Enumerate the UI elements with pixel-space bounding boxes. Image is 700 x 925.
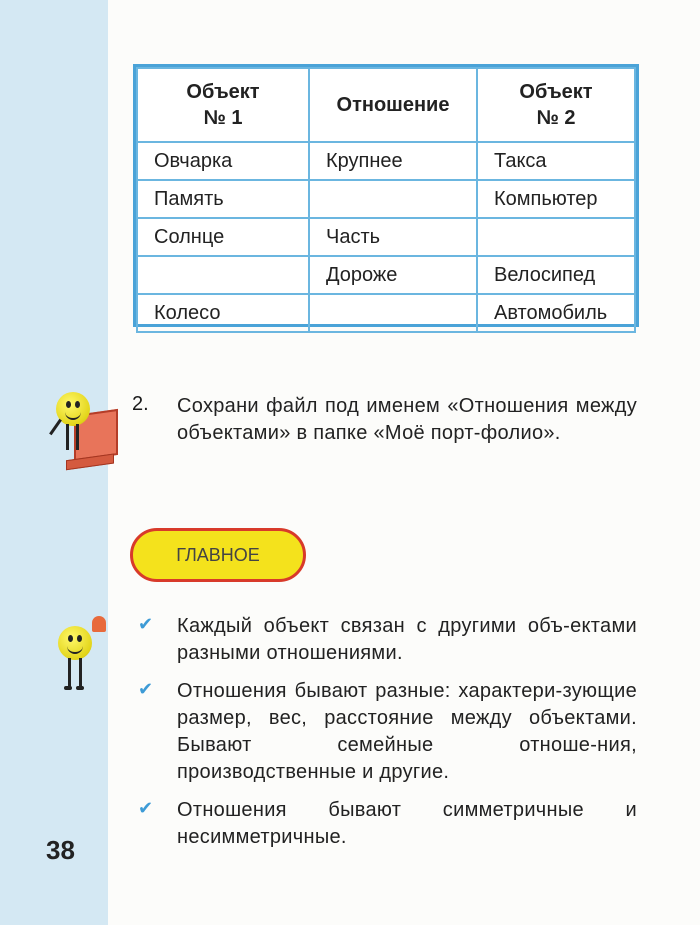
header-text: Объект xyxy=(186,81,260,103)
header-text: Объект xyxy=(519,81,593,103)
table-cell: Дороже xyxy=(309,256,477,294)
table-row xyxy=(137,218,635,256)
header-relation xyxy=(309,68,477,142)
smiley-leg xyxy=(79,658,82,688)
bell-icon xyxy=(92,616,106,632)
smiley-foot xyxy=(76,686,84,690)
table-cell: Память xyxy=(137,180,309,218)
table-cell: Колесо xyxy=(137,294,309,332)
checkmark-icon: ✔ xyxy=(138,614,154,634)
table-cell: Крупнее xyxy=(309,142,477,180)
point-text: Отношения бывают разные: характери-зующие размер, вес, расстояние между объектами. Бывают семейные отноше-ния, производственные и другие. xyxy=(177,680,637,783)
point-text: Каждый объект связан с другими объ-ектами разными отношениями. xyxy=(177,615,637,664)
smiley-leg xyxy=(68,658,71,688)
header-text: Отношение xyxy=(336,94,450,116)
table-header-row xyxy=(137,68,635,142)
header-object-1 xyxy=(137,68,309,142)
table-row xyxy=(137,256,635,294)
relations-table xyxy=(133,64,639,327)
smiley-leg xyxy=(76,424,79,450)
table-row xyxy=(137,180,635,218)
checkmark-icon: ✔ xyxy=(138,798,154,818)
table-cell xyxy=(309,180,477,218)
task-text: Сохрани файл под именем «Отношения между объектами» в папке «Моё порт-фолио». xyxy=(177,395,637,444)
table-cell: Овчарка xyxy=(137,142,309,180)
point-text: Отношения бывают симметричные и несимметричные. xyxy=(177,799,637,848)
table-cell: Компьютер xyxy=(477,180,635,218)
table-cell: Солнце xyxy=(137,218,309,256)
header-text: № 2 xyxy=(536,107,576,129)
smiley-leg xyxy=(66,424,69,450)
table-cell: Велосипед xyxy=(477,256,635,294)
header-text: № 1 xyxy=(203,107,243,129)
table-cell: Часть xyxy=(309,218,477,256)
table-cell: Такса xyxy=(477,142,635,180)
header-object-2 xyxy=(477,68,635,142)
table-row xyxy=(137,142,635,180)
task-number: 2. xyxy=(132,393,149,415)
table-cell xyxy=(309,294,477,332)
smiley-character-icon xyxy=(58,626,92,660)
table-cell xyxy=(477,218,635,256)
smiley-foot xyxy=(64,686,72,690)
table-row xyxy=(137,294,635,332)
checkmark-icon: ✔ xyxy=(138,679,154,699)
main-label-badge: ГЛАВНОЕ xyxy=(130,528,306,582)
table-cell xyxy=(137,256,309,294)
page-number: 38 xyxy=(46,835,75,865)
table-cell: Автомобиль xyxy=(477,294,635,332)
